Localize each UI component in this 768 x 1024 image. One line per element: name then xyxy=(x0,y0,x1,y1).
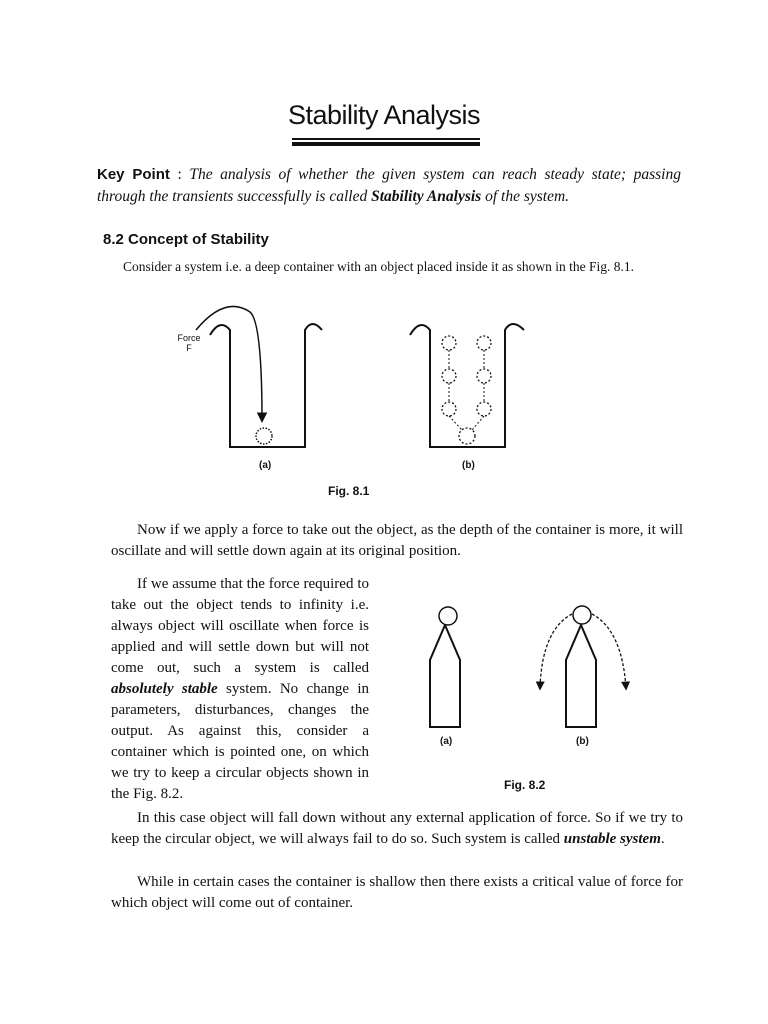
fig-8-1a-ball xyxy=(256,428,272,444)
fig-8-2-caption: Fig. 8.2 xyxy=(504,778,546,792)
fig-8-1-sub-a: (a) xyxy=(259,460,272,471)
paragraph-4: In this case object will fall down without any external application of force. So if we try to keep the circular object, we will always fail to do so. Such system is called unstable system. xyxy=(111,810,683,847)
absolutely-stable-term: absolutely stable xyxy=(111,681,218,697)
key-point-label: Key Point xyxy=(97,166,170,183)
section-heading: 8.2 Concept of Stability xyxy=(103,231,269,248)
fig-8-2-sub-b: (b) xyxy=(576,736,589,747)
fig-8-2-sub-a: (a) xyxy=(440,736,453,747)
key-point-text: The analysis of whether the given system can reach steady state; passing through the transients successfully is called xyxy=(97,166,681,205)
paragraph-5: While in certain cases the container is shallow then there exists a critical value of force for which object will come out of container. xyxy=(111,874,683,911)
intro-text: Consider a system i.e. a deep container with an object placed inside it as shown in the Fig. 8.1. xyxy=(123,259,635,274)
fig-8-2b-pointed-container xyxy=(566,625,596,727)
force-label: Force F xyxy=(177,333,201,353)
fig-8-1b-path xyxy=(449,350,484,430)
fig-8-1b-positions xyxy=(442,336,491,444)
fig-8-2b-fall-right xyxy=(592,614,626,688)
fig-8-1-sub-b: (b) xyxy=(462,460,475,471)
paragraph-3: If we assume that the force required to take out the object tends to infinity i.e. always object will oscillate when force is applied and will settle down but will not come out, such a system is called absolutely stable system. No change in parameters, disturbances, changes the output. As against this, consider a container which is pointed one, on which we try to keep a circular objects shown in the Fig. 8.2. xyxy=(111,576,370,802)
unstable-system-term: unstable system xyxy=(563,831,661,847)
fig-8-2a-ball xyxy=(439,607,457,625)
fig-8-2b-ball xyxy=(573,606,591,624)
key-point-separator: : xyxy=(169,166,190,183)
fig-8-1-caption: Fig. 8.1 xyxy=(328,484,370,498)
fig-8-2b-fall-left xyxy=(540,614,572,688)
paragraph-2: Now if we apply a force to take out the object, as the depth of the container is more, it will oscillate and will settle down again at its original position. xyxy=(111,522,683,559)
key-point-term: Stability Analysis xyxy=(371,188,482,205)
page-title: Stability Analysis xyxy=(287,100,481,130)
key-point-text-end: of the system. xyxy=(481,188,570,205)
fig-8-2a-pointed-container xyxy=(430,625,460,727)
